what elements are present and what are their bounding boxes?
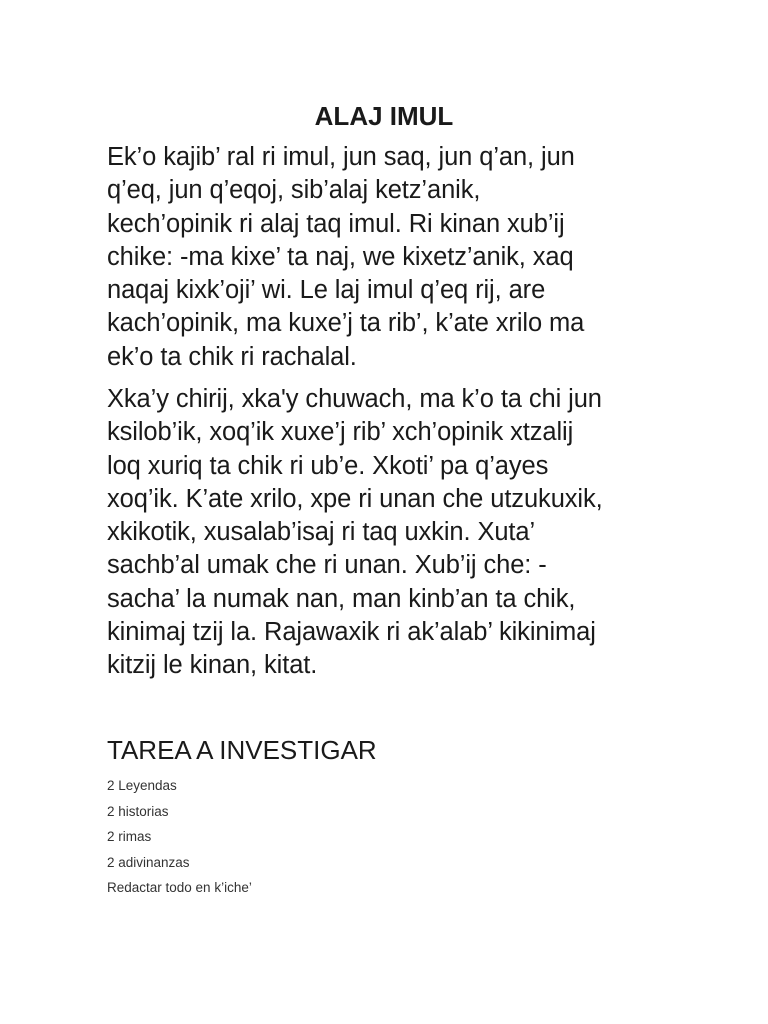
- paragraph-line: ksilob’ik, xoq’ik xuxe’j rib’ xch’opinik xtzalij: [107, 418, 574, 447]
- paragraph-line: xkikotik, xusalab’isaj ri taq uxkin. Xuta’: [107, 518, 536, 547]
- task-item: 2 adivinanzas: [107, 854, 190, 870]
- paragraph-line: loq xuriq ta chik ri ub’e. Xkoti’ pa q’ayes: [107, 451, 549, 480]
- paragraph-line: sacha’ la numak nan, man kinb’an ta chik,: [107, 584, 576, 613]
- task-list: [107, 773, 252, 901]
- task-item: Redactar todo en k’iche’: [107, 880, 252, 895]
- task-item: 2 Leyendas: [107, 778, 177, 793]
- task-item: 2 historias: [107, 803, 169, 819]
- paragraph-line: kinimaj tzij la. Rajawaxik ri ak’alab’ kikinimaj: [107, 618, 596, 647]
- paragraph-line: q’eq, jun q’eqoj, sib’alaj ketz’anik,: [107, 176, 481, 205]
- paragraph-line: chike: -ma kixe’ ta naj, we kixetz’anik, xaq: [107, 242, 574, 271]
- paragraph-line: Xka’y chirij, xka'y chuwach, ma k’o ta chi jun: [107, 385, 602, 413]
- task-heading: TAREA A INVESTIGAR: [107, 735, 377, 765]
- story-paragraph-2: [107, 383, 667, 683]
- paragraph-line: xoq’ik. K’ate xrilo, xpe ri unan che utzukuxik,: [107, 484, 603, 513]
- story-paragraph-1: [107, 141, 667, 374]
- paragraph-line: naqaj kixk’oji’ wi. Le laj imul q’eq rij, are: [107, 276, 546, 305]
- task-item: 2 rimas: [107, 829, 152, 844]
- paragraph-line: Ek’o kajib’ ral ri imul, jun saq, jun q’an, jun: [107, 143, 575, 171]
- paragraph-line: kach’opinik, ma kuxe’j ta rib’, k’ate xrilo ma: [107, 309, 585, 338]
- paragraph-line: kitzij le kinan, kitat.: [107, 651, 318, 680]
- paragraph-line: kech’opinik ri alaj taq imul. Ri kinan xub’ij: [107, 209, 565, 238]
- paragraph-line: sachb’al umak che ri unan. Xub’ij che: -: [107, 551, 547, 580]
- document-title: ALAJ IMUL: [314, 101, 454, 131]
- paragraph-line: ek’o ta chik ri rachalal.: [107, 342, 357, 371]
